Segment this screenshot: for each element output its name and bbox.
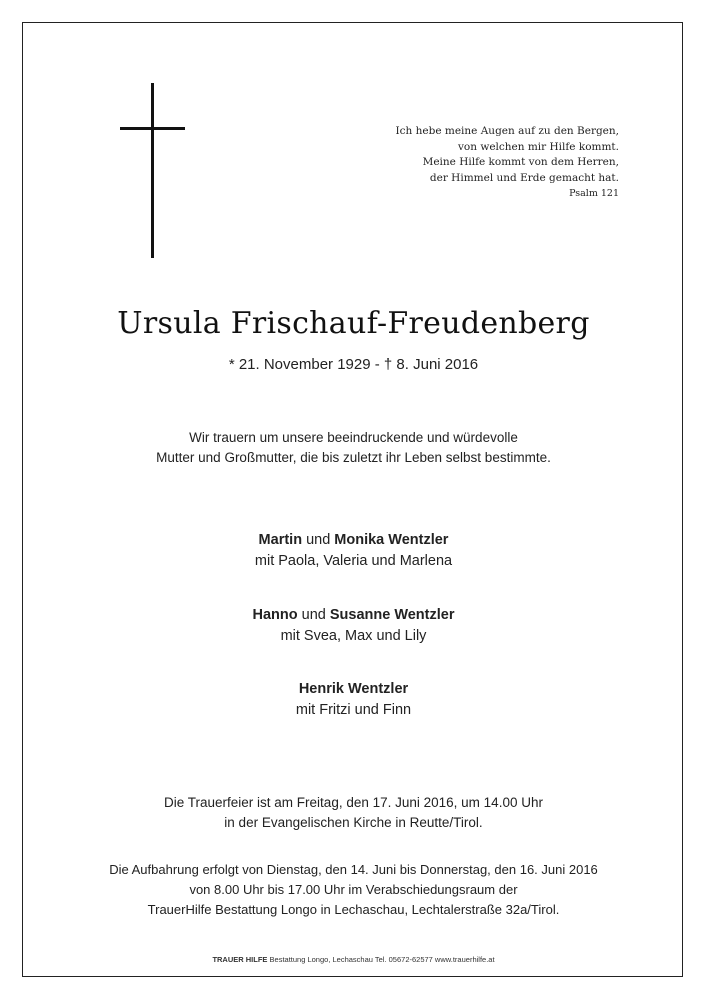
family-group <box>0 530 707 572</box>
family-parents <box>0 530 707 551</box>
psalm-line: Ich hebe meine Augen auf zu den Bergen, <box>395 125 619 137</box>
cross-icon-bar <box>120 127 185 130</box>
ceremony-info <box>0 793 707 833</box>
mourning-line: Mutter und Großmutter, die bis zuletzt ihr Leben selbst bestimmte. <box>156 450 551 465</box>
viewing-line: von 8.00 Uhr bis 17.00 Uhr im Verabschiedungsraum der <box>189 882 518 897</box>
psalm-line: Meine Hilfe kommt von dem Herren, <box>422 156 619 168</box>
life-dates: * 21. November 1929 - † 8. Juni 2016 <box>228 356 479 373</box>
family-parents <box>0 605 707 626</box>
ceremony-line: Die Trauerfeier ist am Freitag, den 17. Juni 2016, um 14.00 Uhr <box>164 795 543 810</box>
psalm-line: der Himmel und Erde gemacht hat. <box>429 171 619 184</box>
psalm-quote <box>319 124 619 202</box>
mourning-text <box>0 428 707 468</box>
family-parents <box>0 679 707 700</box>
mourning-line: Wir trauern um unsere beeindruckende und würdevolle <box>189 430 518 445</box>
family-name-1: Hanno <box>252 607 298 623</box>
family-children: mit Fritzi und Finn <box>295 702 412 718</box>
family-children: mit Paola, Valeria und Marlena <box>254 553 453 569</box>
viewing-line: TrauerHilfe Bestattung Longo in Lechaschau, Lechtalerstraße 32a/Tirol. <box>147 902 560 917</box>
family-group <box>0 605 707 647</box>
deceased-name: Ursula Frischauf-Freudenberg <box>117 306 590 341</box>
footer-contact: Bestattung Longo, Lechaschau Tel. 05672-62577 www.trauerhilfe.at <box>267 955 495 964</box>
family-name-2: Susanne Wentzler <box>329 607 455 623</box>
family-name-2: Monika Wentzler <box>334 532 449 548</box>
footer-brand: TRAUER HILFE <box>212 955 268 964</box>
footer <box>0 955 707 964</box>
cross-icon <box>151 83 154 258</box>
family-name-1: Henrik Wentzler <box>298 681 409 697</box>
family-name-1: Martin <box>258 532 303 548</box>
psalm-line: von welchen mir Hilfe kommt. <box>457 140 619 153</box>
viewing-line: Die Aufbahrung erfolgt von Dienstag, den 14. Juni bis Donnerstag, den 16. Juni 2016 <box>109 862 598 877</box>
family-group <box>0 679 707 721</box>
family-connector: und <box>302 532 335 548</box>
psalm-reference: Psalm 121 <box>569 188 619 199</box>
family-children: mit Svea, Max und Lily <box>280 628 427 644</box>
family-connector: und <box>297 607 330 623</box>
ceremony-line: in der Evangelischen Kirche in Reutte/Tirol. <box>224 815 483 830</box>
viewing-info <box>0 860 707 920</box>
